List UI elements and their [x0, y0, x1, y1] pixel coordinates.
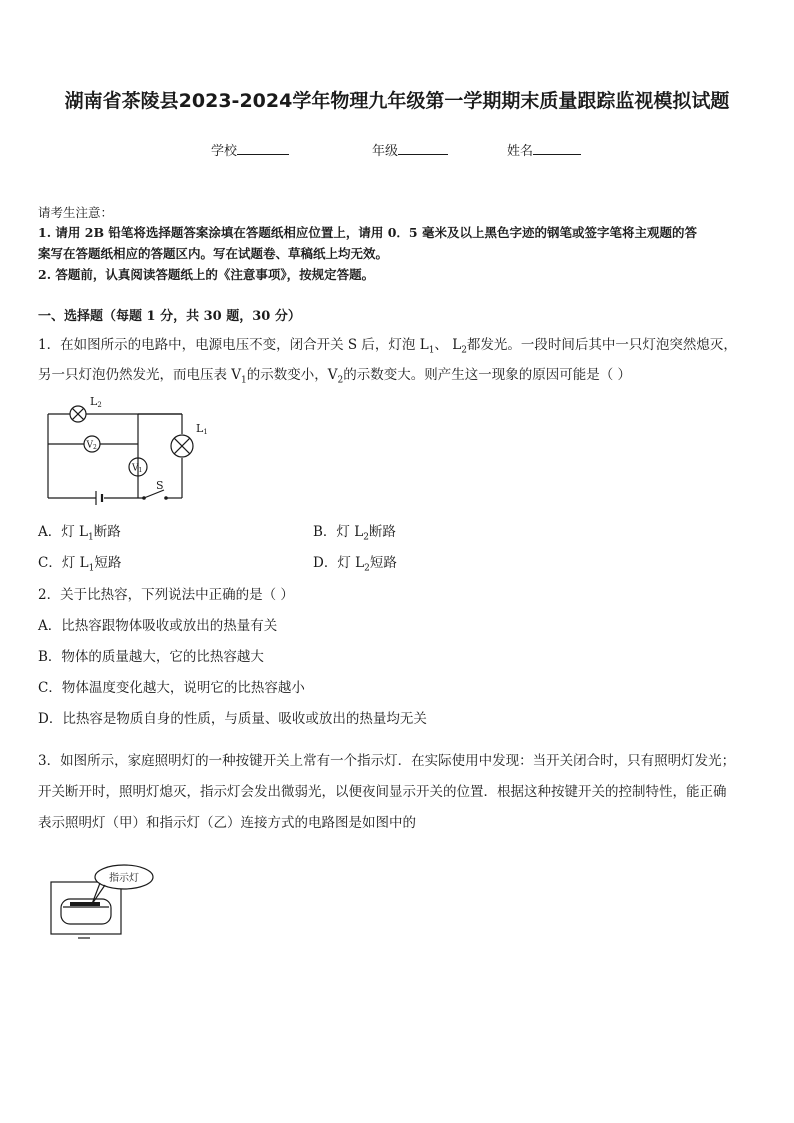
q2-stem: 2．关于比热容，下列说法中正确的是（ ）	[38, 587, 294, 603]
notice-item2: 2. 答题前，认真阅读答题纸上的《注意事项》，按规定答题。	[38, 267, 375, 282]
q3-switch-illustration	[48, 862, 160, 944]
label-l2: L2	[90, 395, 102, 409]
school-blank[interactable]	[237, 142, 289, 155]
q1-option-a[interactable]: A．灯 $L_1$断路	[38, 524, 121, 543]
q1-stem-line2: 另一只灯泡仍然发光，而电压表 $V_1$的示数变小，$V_2$的示数变大。则产生这一现象的原因可能是（ ）	[38, 367, 632, 386]
q3-stem-line2: 开关断开时，照明灯熄灭，指示灯会发出微弱光，以便夜间显示开关的位置．根据这种按键开关的控制特性，能正确	[38, 784, 727, 800]
page-title: 湖南省茶陵县2023-2024学年物理九年级第一学期期末质量跟踪监视模拟试题	[64, 90, 730, 112]
school-field	[211, 140, 289, 159]
q1-option-d[interactable]: D．灯 $L_2$短路	[313, 555, 397, 574]
q2-option-d[interactable]: D．比热容是物质自身的性质，与质量、吸收或放出的热量均无关	[38, 711, 427, 727]
grade-field	[372, 140, 448, 159]
q1-circuit-diagram	[40, 390, 220, 505]
label-v1: V1	[132, 463, 143, 474]
notice-item1-line1: 1. 请用 2B 铅笔将选择题答案涂填在答题纸相应位置上，请用 0．5 毫米及以上黑色字迹的钢笔或签字笔将主观题的答	[38, 225, 697, 240]
indicator-light-mark	[70, 902, 100, 906]
q1-option-b[interactable]: B．灯 $L_2$断路	[313, 524, 396, 543]
school-label: 学校	[211, 144, 238, 159]
q2-option-b[interactable]: B．物体的质量越大，它的比热容越大	[38, 649, 264, 665]
label-v2: V2	[86, 440, 97, 451]
notice-heading: 请考生注意：	[38, 205, 114, 220]
indicator-bubble-label: 指示灯	[109, 873, 139, 884]
q2-option-a[interactable]: A．比热容跟物体吸收或放出的热量有关	[38, 618, 278, 634]
q3-stem-line1: 3．如图所示，家庭照明灯的一种按键开关上常有一个指示灯．在实际使用中发现：当开关闭合时，只有照明灯发光；	[38, 753, 736, 769]
q1-stem-line1: 1．在如图所示的电路中，电源电压不变，闭合开关 S 后，灯泡 $L_1$、 $L_2$都发光。一段时间后其中一只灯泡突然熄灭，	[38, 337, 737, 356]
label-s: S	[156, 479, 164, 492]
name-label: 姓名	[507, 144, 534, 159]
q1-option-c[interactable]: C．灯 $L_1$短路	[38, 555, 122, 574]
section-heading: 一、选择题（每题 1 分，共 30 题，30 分）	[38, 309, 301, 324]
name-blank[interactable]	[533, 142, 581, 155]
q3-stem-line3: 表示照明灯（甲）和指示灯（乙）连接方式的电路图是如图中的	[38, 815, 416, 831]
name-field	[507, 140, 581, 159]
grade-blank[interactable]	[398, 142, 448, 155]
grade-label: 年级	[372, 144, 399, 159]
notice-item1-line2: 案写在答题纸相应的答题区内。写在试题卷、草稿纸上均无效。	[38, 246, 389, 261]
label-l1: L1	[196, 422, 208, 436]
q2-option-c[interactable]: C．物体温度变化越大，说明它的比热容越小	[38, 680, 305, 696]
